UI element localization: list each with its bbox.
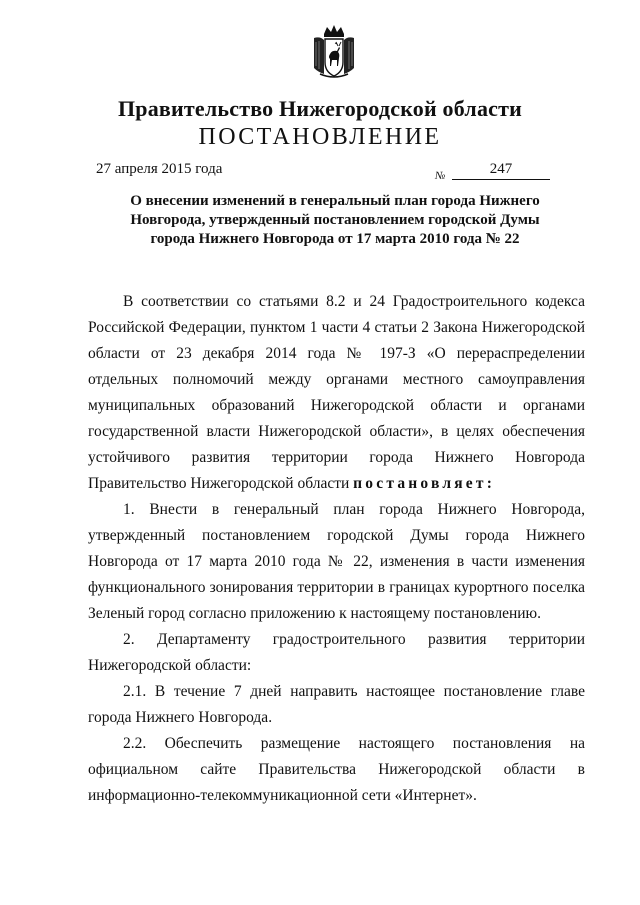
item-1-paragraph: 1. Внести в генеральный план города Нижнего Новгорода, утвержденный постановлением городской Думы города Нижнего Новгорода от 17 марта 2010 года № 22, изменения в части изменения функционального зонирования территории в границах курортного поселка Зеленый город согласно приложению к настоящему постановлению. (88, 501, 585, 622)
document-number: 247 (452, 161, 550, 180)
preamble-text: В соответствии со статьями 8.2 и 24 Градостроительного кодекса Российской Федерации, пунктом 1 части 4 статьи 2 Закона Нижегородской области от 23 декабря 2014 года № 197-З «О перераспределении отдельных полномочий между органами местного самоуправления муниципальных образований Нижегородской области и органами государственной власти Нижегородской области», в целях обеспечения устойчивого развития территории города Нижнего Новгорода Правительство Нижегородской области (88, 293, 585, 492)
document-body (88, 289, 585, 809)
decree-word: постановляет: (353, 475, 496, 492)
item-2-1-paragraph: 2.1. В течение 7 дней направить настоящее постановление главе города Нижнего Новгорода. (88, 683, 585, 726)
subject-line: города Нижнего Новгорода от 17 марта 2010 года № 22 (150, 231, 520, 247)
item-2-paragraph: 2. Департаменту градостроительного развития территории Нижегородской области: (88, 631, 585, 674)
subject-line: О внесении изменений в генеральный план города Нижнего (130, 193, 540, 209)
subject-line: Новгорода, утвержденный постановлением городской Думы (130, 212, 540, 228)
document-date: 27 апреля 2015 года (96, 161, 223, 177)
document-subject (110, 192, 560, 249)
preamble-paragraph (88, 289, 585, 497)
document-type: ПОСТАНОВЛЕНИЕ (198, 124, 442, 150)
government-title: Правительство Нижегородской области (117, 96, 522, 121)
item-2-2-paragraph: 2.2. Обеспечить размещение настоящего постановления на официальном сайте Правительства Нижегородской области в информационно-телекоммуникационной сети «Интернет». (88, 735, 585, 804)
number-sign: № (435, 170, 446, 182)
coat-of-arms-icon (310, 24, 358, 80)
